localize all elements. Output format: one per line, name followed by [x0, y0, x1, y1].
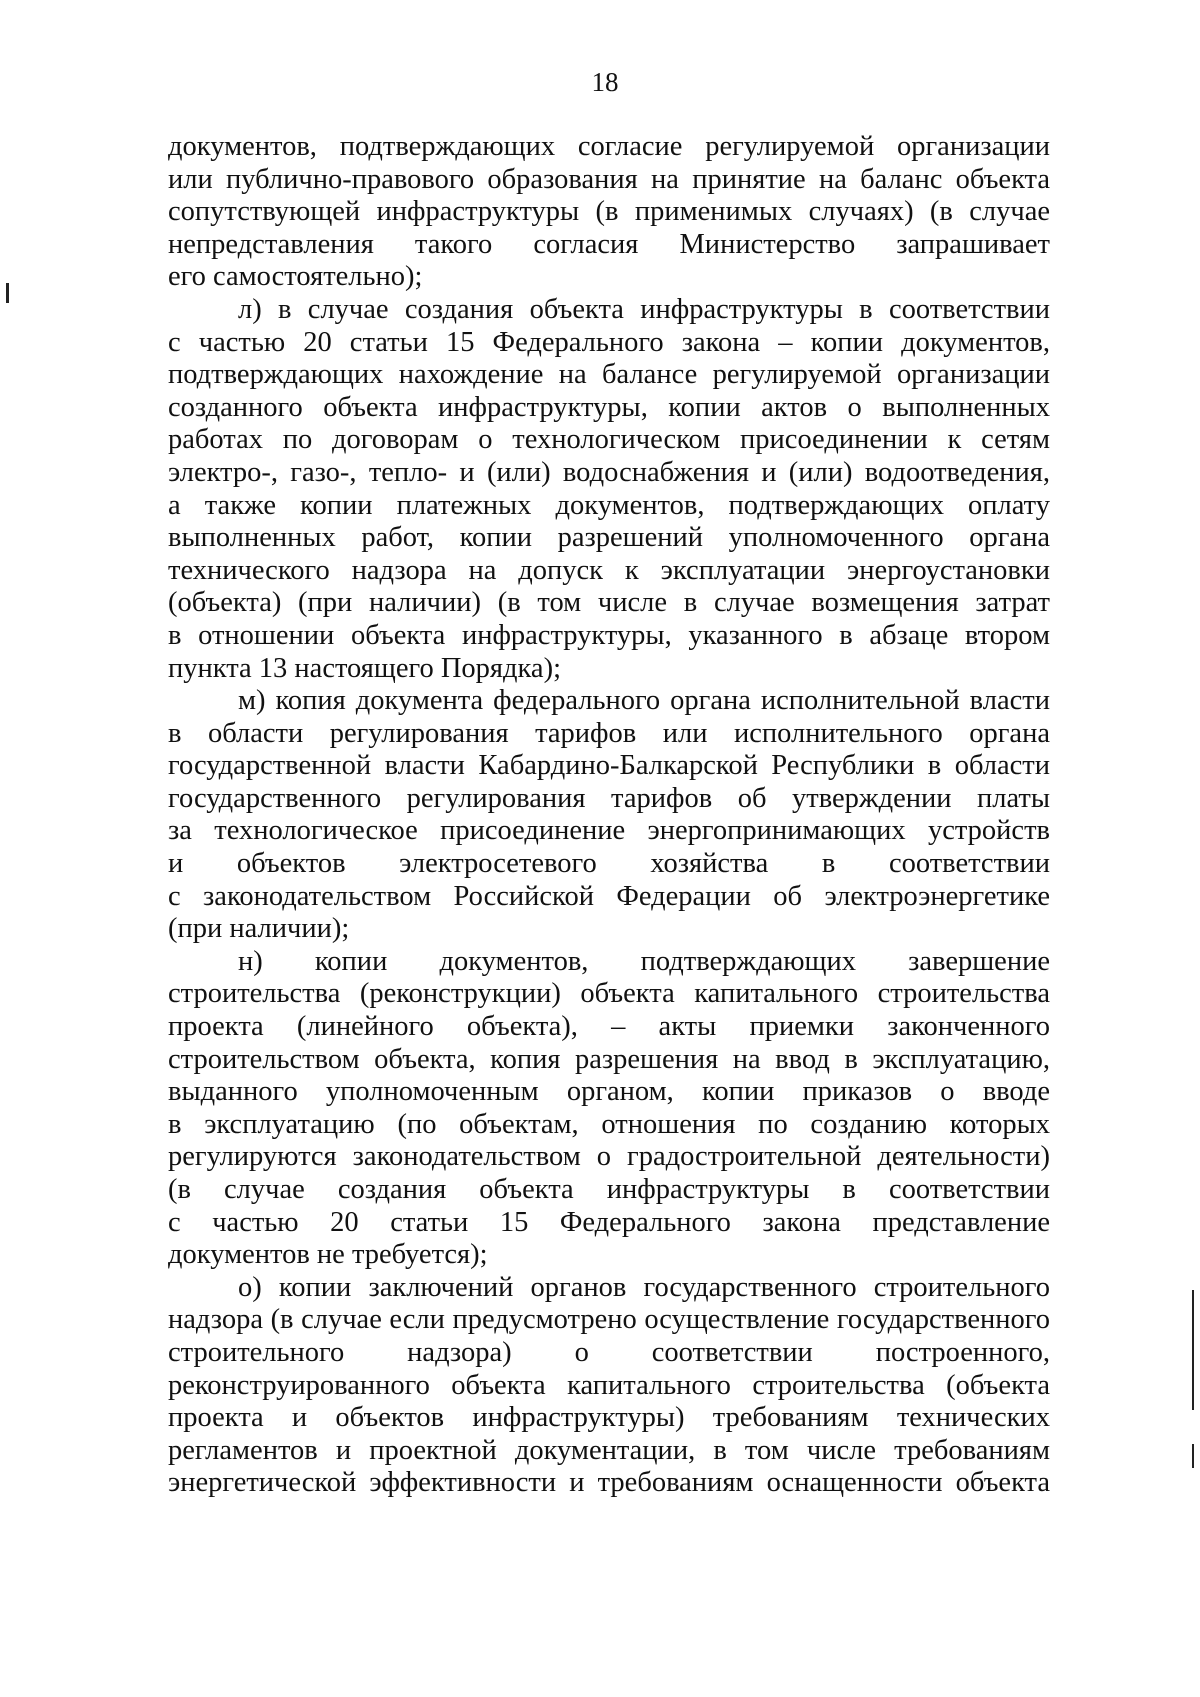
text-line: л) в случае создания объекта инфраструктуры в соответствии [238, 293, 1050, 325]
text-line: с частью 20 статьи 15 Федерального закона – копии документов, [168, 326, 1050, 358]
text-line: пункта 13 настоящего Порядка); [168, 652, 561, 684]
scan-mark [1192, 1290, 1194, 1410]
document-body [168, 131, 1050, 1500]
text-line: государственного регулирования тарифов об утверждении платы [168, 782, 1050, 814]
text-line: за технологическое присоединение энергопринимающих устройств [168, 815, 1050, 847]
text-line: н) копии документов, подтверждающих завершение [238, 945, 1050, 977]
text-line: регулируются законодательством о градостроительной деятельности) [168, 1141, 1050, 1173]
text-line: строительного надзора) о соответствии построенного, [168, 1336, 1050, 1368]
paragraph-item-o [168, 1272, 1050, 1500]
text-line: м) копия документа федерального органа исполнительной власти [238, 685, 1050, 717]
text-line: в области регулирования тарифов или исполнительного органа [168, 717, 1050, 749]
scan-mark [1192, 1444, 1194, 1468]
text-line: сопутствующей инфраструктуры (в применимых случаях) (в случае [168, 196, 1050, 228]
text-line: документов, подтверждающих согласие регулируемой организации [168, 131, 1050, 162]
text-line: (в случае создания объекта инфраструктуры в соответствии [168, 1174, 1050, 1205]
scan-mark [6, 283, 9, 303]
text-line: регламентов и проектной документации, в том числе требованиям [168, 1434, 1050, 1466]
text-line: созданного объекта инфраструктуры, копии актов о выполненных [168, 391, 1050, 423]
text-line: надзора (в случае если предусмотрено осуществление государственного [168, 1304, 1050, 1336]
text-line: с частью 20 статьи 15 Федерального закона представление [168, 1206, 1050, 1238]
text-line: подтверждающих нахождение на балансе регулируемой организации [168, 359, 1050, 391]
text-line: в отношении объекта инфраструктуры, указанного в абзаце втором [168, 619, 1050, 651]
paragraph-item-m [168, 685, 1050, 946]
text-line: государственной власти Кабардино-Балкарской Республики в области [168, 750, 1050, 782]
text-line: его самостоятельно); [168, 261, 423, 293]
paragraph-item-l [168, 294, 1050, 685]
text-line: проекта (линейного объекта), – акты приемки законченного [168, 1011, 1050, 1043]
text-line: о) копии заключений органов государственного строительного [238, 1271, 1050, 1303]
text-line: или публично-правового образования на принятие на баланс объекта [168, 163, 1050, 195]
text-line: технического надзора на допуск к эксплуатации энергоустановки [168, 554, 1050, 586]
text-line: (объекта) (при наличии) (в том числе в случае возмещения затрат [168, 587, 1050, 619]
page-number: 18 [591, 67, 619, 97]
text-line: проекта и объектов инфраструктуры) требованиям технических [168, 1402, 1050, 1434]
text-line: выданного уполномоченным органом, копии приказов о вводе [168, 1076, 1050, 1108]
paragraph-item-n [168, 946, 1050, 1272]
text-line: строительства (реконструкции) объекта капитального строительства [168, 978, 1050, 1010]
text-line: с законодательством Российской Федерации об электроэнергетике [168, 880, 1050, 912]
text-line: работах по договорам о технологическом присоединении к сетям [168, 424, 1050, 456]
text-line: и объектов электросетевого хозяйства в соответствии [168, 848, 1050, 880]
text-line: реконструированного объекта капитального строительства (объекта [168, 1369, 1050, 1401]
text-line: непредставления такого согласия Министерство запрашивает [168, 228, 1050, 260]
text-line: (при наличии); [168, 913, 350, 945]
text-line: выполненных работ, копии разрешений уполномоченного органа [168, 522, 1050, 554]
text-line: энергетической эффективности и требованиям оснащенности объекта [168, 1467, 1050, 1499]
paragraph-continuation [168, 131, 1050, 294]
text-line: в эксплуатацию (по объектам, отношения по созданию которых [168, 1108, 1050, 1140]
text-line: а также копии платежных документов, подтверждающих оплату [168, 489, 1050, 521]
text-line: электро-, газо-, тепло- и (или) водоснабжения и (или) водоотведения, [168, 456, 1050, 488]
text-line: документов не требуется); [168, 1239, 488, 1271]
text-line: строительством объекта, копия разрешения на ввод в эксплуатацию, [168, 1043, 1050, 1075]
